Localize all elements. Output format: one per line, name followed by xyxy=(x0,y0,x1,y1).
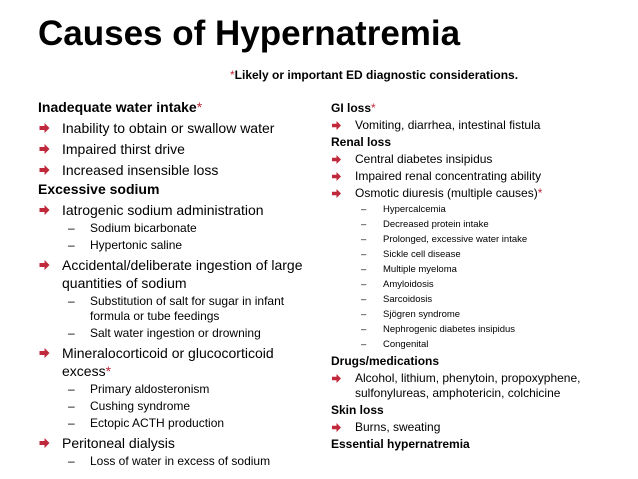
sub-list-item xyxy=(331,309,631,321)
list-item-text: Inability to obtain or swallow water xyxy=(62,120,275,136)
arrow-bullet-icon xyxy=(39,165,50,175)
section-header-excessive-sodium: Excessive sodium xyxy=(38,181,160,197)
arrow-bullet-icon xyxy=(332,121,341,130)
dash-bullet-icon: – xyxy=(361,339,367,350)
list-item-text: Accidental/deliberate ingestion of large quantities of sodium xyxy=(62,257,303,291)
dash-bullet-icon: – xyxy=(361,279,367,290)
sub-item-text: Hypercalcemia xyxy=(383,204,446,215)
arrow-bullet-icon xyxy=(332,172,341,181)
list-item-text: Peritoneal dialysis xyxy=(62,435,175,451)
dash-bullet-icon: – xyxy=(361,249,367,260)
left-column xyxy=(38,99,313,471)
sub-list-item xyxy=(38,326,313,341)
dash-bullet-icon: – xyxy=(361,309,367,320)
sub-item-text: Multiple myeloma xyxy=(383,264,457,275)
sub-item-text: Congenital xyxy=(383,339,429,350)
arrow-bullet-icon xyxy=(39,348,50,358)
star-marker: * xyxy=(105,363,112,379)
sub-list-item xyxy=(331,219,631,231)
sub-list-item xyxy=(38,238,313,253)
arrow-bullet-icon xyxy=(39,205,50,215)
note-star: * xyxy=(230,68,235,82)
list-item xyxy=(38,201,313,219)
sub-list-item xyxy=(331,324,631,336)
dash-bullet-icon: – xyxy=(361,324,367,335)
list-item xyxy=(331,371,631,401)
star-marker: * xyxy=(537,186,543,200)
sub-list-item xyxy=(331,294,631,306)
dash-bullet-icon: – xyxy=(68,399,75,413)
sub-item-text: Sjögren syndrome xyxy=(383,309,461,320)
sub-list-item xyxy=(331,339,631,351)
list-item xyxy=(331,186,631,201)
sub-item-text: Salt water ingestion or drowning xyxy=(90,326,261,340)
dash-bullet-icon: – xyxy=(68,416,75,430)
legend-note xyxy=(230,68,518,82)
sub-list-item xyxy=(38,382,313,397)
list-item-text: Increased insensible loss xyxy=(62,162,219,178)
dash-bullet-icon: – xyxy=(68,221,75,235)
arrow-bullet-icon xyxy=(39,260,50,270)
list-item xyxy=(331,152,631,167)
sub-item-text: Sarcoidosis xyxy=(383,294,433,305)
sub-list-item xyxy=(331,234,631,246)
sub-item-text: Substitution of salt for sugar in infant formula or tube feedings xyxy=(90,294,285,323)
list-item xyxy=(38,256,313,292)
section-header-renal-loss: Renal loss xyxy=(331,135,392,149)
sub-list-item xyxy=(331,249,631,261)
list-item-text: Alcohol, lithium, phenytoin, propoxyphene, sulfonylureas, amphotericin, colchicine xyxy=(355,371,581,400)
sub-item-text: Hypertonic saline xyxy=(90,238,183,252)
sub-item-text: Loss of water in excess of sodium xyxy=(90,454,271,468)
note-text: Likely or important ED diagnostic considerations. xyxy=(234,68,519,82)
sub-item-text: Cushing syndrome xyxy=(90,399,191,413)
list-item xyxy=(331,169,631,184)
sub-list-item xyxy=(38,416,313,431)
arrow-bullet-icon xyxy=(332,423,341,432)
section-header-gi-loss xyxy=(331,101,631,116)
sub-item-text: Sodium bicarbonate xyxy=(90,221,197,235)
dash-bullet-icon: – xyxy=(68,238,75,252)
arrow-bullet-icon xyxy=(332,189,341,198)
list-item xyxy=(38,140,313,158)
dash-bullet-icon: – xyxy=(361,264,367,275)
sub-list-item xyxy=(38,454,313,469)
sub-item-text: Nephrogenic diabetes insipidus xyxy=(383,324,516,335)
dash-bullet-icon: – xyxy=(361,294,367,305)
arrow-bullet-icon xyxy=(332,374,341,383)
sub-item-text: Prolonged, excessive water intake xyxy=(383,234,528,245)
list-item-text: Mineralocorticoid or glucocorticoid excess xyxy=(62,345,274,379)
list-item-text: Burns, sweating xyxy=(355,420,441,434)
list-item-text: Osmotic diuresis (multiple causes) xyxy=(355,186,538,200)
page-title: Causes of Hypernatremia xyxy=(38,14,461,53)
arrow-bullet-icon xyxy=(39,144,50,154)
right-column xyxy=(331,101,631,452)
list-item-text: Central diabetes insipidus xyxy=(355,152,493,166)
list-item xyxy=(331,420,631,435)
sub-list-item xyxy=(38,294,313,324)
arrow-bullet-icon xyxy=(39,123,50,133)
section-header-essential: Essential hypernatremia xyxy=(331,437,470,451)
dash-bullet-icon: – xyxy=(361,234,367,245)
list-item-text: Iatrogenic sodium administration xyxy=(62,202,264,218)
sub-item-text: Decreased protein intake xyxy=(383,219,489,230)
sub-list-item xyxy=(38,221,313,236)
dash-bullet-icon: – xyxy=(68,454,75,468)
list-item xyxy=(38,434,313,452)
sub-list-item xyxy=(331,204,631,216)
sub-list-item xyxy=(331,279,631,291)
section-header-skin-loss: Skin loss xyxy=(331,403,384,417)
list-item-text: Impaired thirst drive xyxy=(62,141,185,157)
list-item xyxy=(38,161,313,179)
dash-bullet-icon: – xyxy=(68,382,75,396)
sub-item-text: Primary aldosteronism xyxy=(90,382,210,396)
sub-list-item xyxy=(331,264,631,276)
dash-bullet-icon: – xyxy=(68,326,75,340)
list-item xyxy=(38,344,313,380)
sub-item-text: Ectopic ACTH production xyxy=(90,416,225,430)
dash-bullet-icon: – xyxy=(68,294,75,308)
section-header-inadequate-water xyxy=(38,99,313,116)
section-header-drugs: Drugs/medications xyxy=(331,354,440,368)
sub-item-text: Amyloidosis xyxy=(383,279,434,290)
list-item xyxy=(331,118,631,133)
header-text: Inadequate water intake xyxy=(38,99,197,115)
list-item-text: Impaired renal concentrating ability xyxy=(355,169,542,183)
arrow-bullet-icon xyxy=(39,438,50,448)
arrow-bullet-icon xyxy=(332,155,341,164)
header-text: GI loss xyxy=(331,101,372,115)
star-marker: * xyxy=(196,99,203,115)
dash-bullet-icon: – xyxy=(361,219,367,230)
star-marker: * xyxy=(371,101,376,115)
list-item xyxy=(38,119,313,137)
list-item-text: Vomiting, diarrhea, intestinal fistula xyxy=(355,118,541,132)
sub-item-text: Sickle cell disease xyxy=(383,249,461,260)
dash-bullet-icon: – xyxy=(361,204,367,215)
sub-list-item xyxy=(38,399,313,414)
